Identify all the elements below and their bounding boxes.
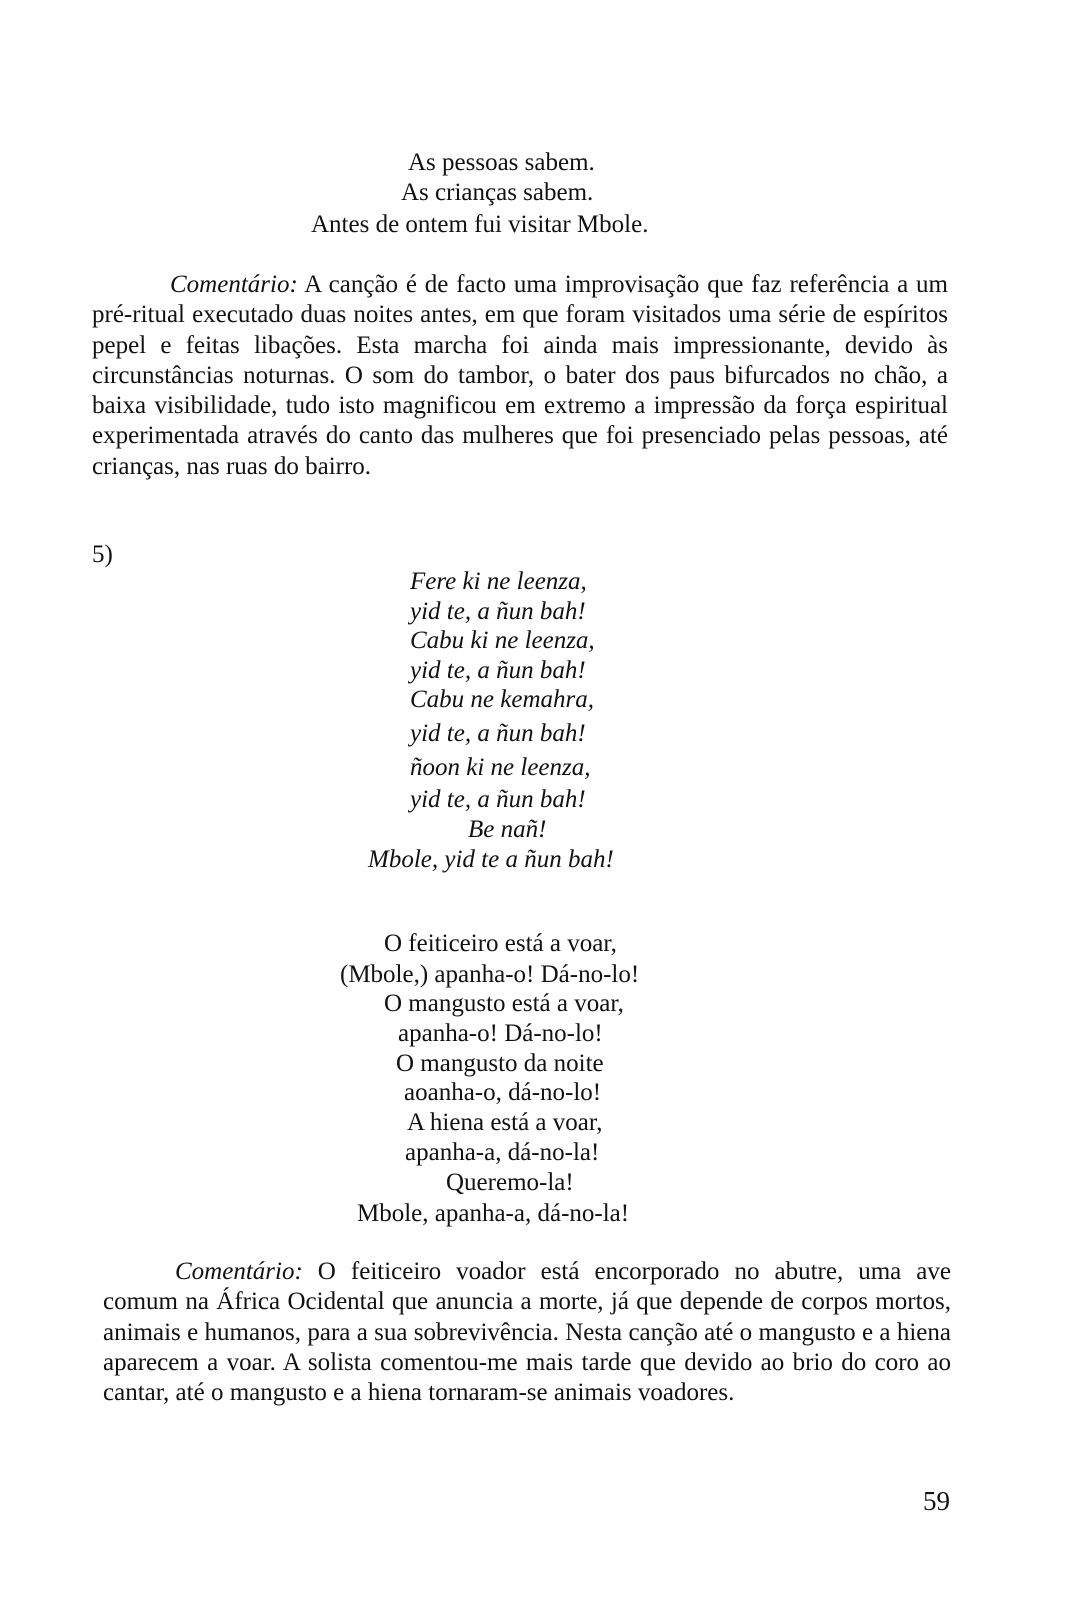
translation-line: apanha-o! Dá-no-lo! <box>398 1020 603 1047</box>
commentary-text: A canção é de facto uma improvisação que faz referência a um pré-ritual executado duas noites antes, em que foram visitados uma série de espíritos pepel e feitas libações. Esta marcha foi ainda mais impressionante, devido às circunstâncias noturnas. O som do tambor, o bater dos paus bifurcados no chão, a baixa visibilidade, tudo isto magnificou em extremo a impressão da força espiritual experimentada através do canto das mulheres que foi presenciado pelas pessoas, até crianças, nas ruas do bairro. <box>92 271 948 480</box>
commentary-text: O feiticeiro voador está encorporado no abutre, uma ave comum na África Ocidental que anuncia a morte, já que depende de corpos mortos, animais e humanos, para a sua sobrevivência. Nesta canção até o mangusto e a hiena aparecem a voar. A solista comentou-me mais tarde que devido ao brio do coro ao cantar, até o mangusto e a hiena tornaram-se animais voadores. <box>103 1258 951 1407</box>
verse-line: Antes de ontem fui visitar Mbole. <box>311 211 649 238</box>
lyric-line: Fere ki ne leenza, <box>410 568 587 595</box>
translation-line: O feiticeiro está a voar, <box>384 930 617 957</box>
commentary-label: Comentário: <box>170 271 298 298</box>
lyric-line: yid te, a ñun bah! <box>410 598 586 625</box>
translation-line: Queremo-la! <box>446 1169 574 1196</box>
lyric-line: Cabu ki ne leenza, <box>410 627 595 654</box>
lyric-line: yid te, a ñun bah! <box>410 786 586 813</box>
lyric-line: Be nañ! <box>468 816 547 843</box>
commentary-paragraph-2 <box>103 1257 951 1408</box>
lyric-line: yid te, a ñun bah! <box>410 657 586 684</box>
translation-line: Mbole, apanha-a, dá-no-la! <box>357 1200 630 1227</box>
song-number: 5) <box>92 541 113 568</box>
translation-line: O mangusto está a voar, <box>384 990 624 1017</box>
page-number: 59 <box>923 1486 950 1516</box>
lyric-line: ñoon ki ne leenza, <box>410 754 591 781</box>
translation-line: A hiena está a voar, <box>407 1109 603 1136</box>
lyric-line: yid te, a ñun bah! <box>410 720 586 747</box>
verse-line: As crianças sabem. <box>401 179 594 206</box>
lyric-line: Mbole, yid te a ñun bah! <box>368 846 614 873</box>
verse-line: As pessoas sabem. <box>408 149 595 176</box>
translation-line: O mangusto da noite <box>396 1050 604 1077</box>
commentary-paragraph-1 <box>92 270 948 482</box>
translation-line: aoanha-o, dá-no-lo! <box>404 1079 602 1106</box>
translation-line: (Mbole,) apanha-o! Dá-no-lo! <box>340 961 640 988</box>
commentary-label: Comentário: <box>175 1258 303 1285</box>
translation-line: apanha-a, dá-no-la! <box>405 1139 600 1166</box>
lyric-line: Cabu ne kemahra, <box>410 686 594 713</box>
